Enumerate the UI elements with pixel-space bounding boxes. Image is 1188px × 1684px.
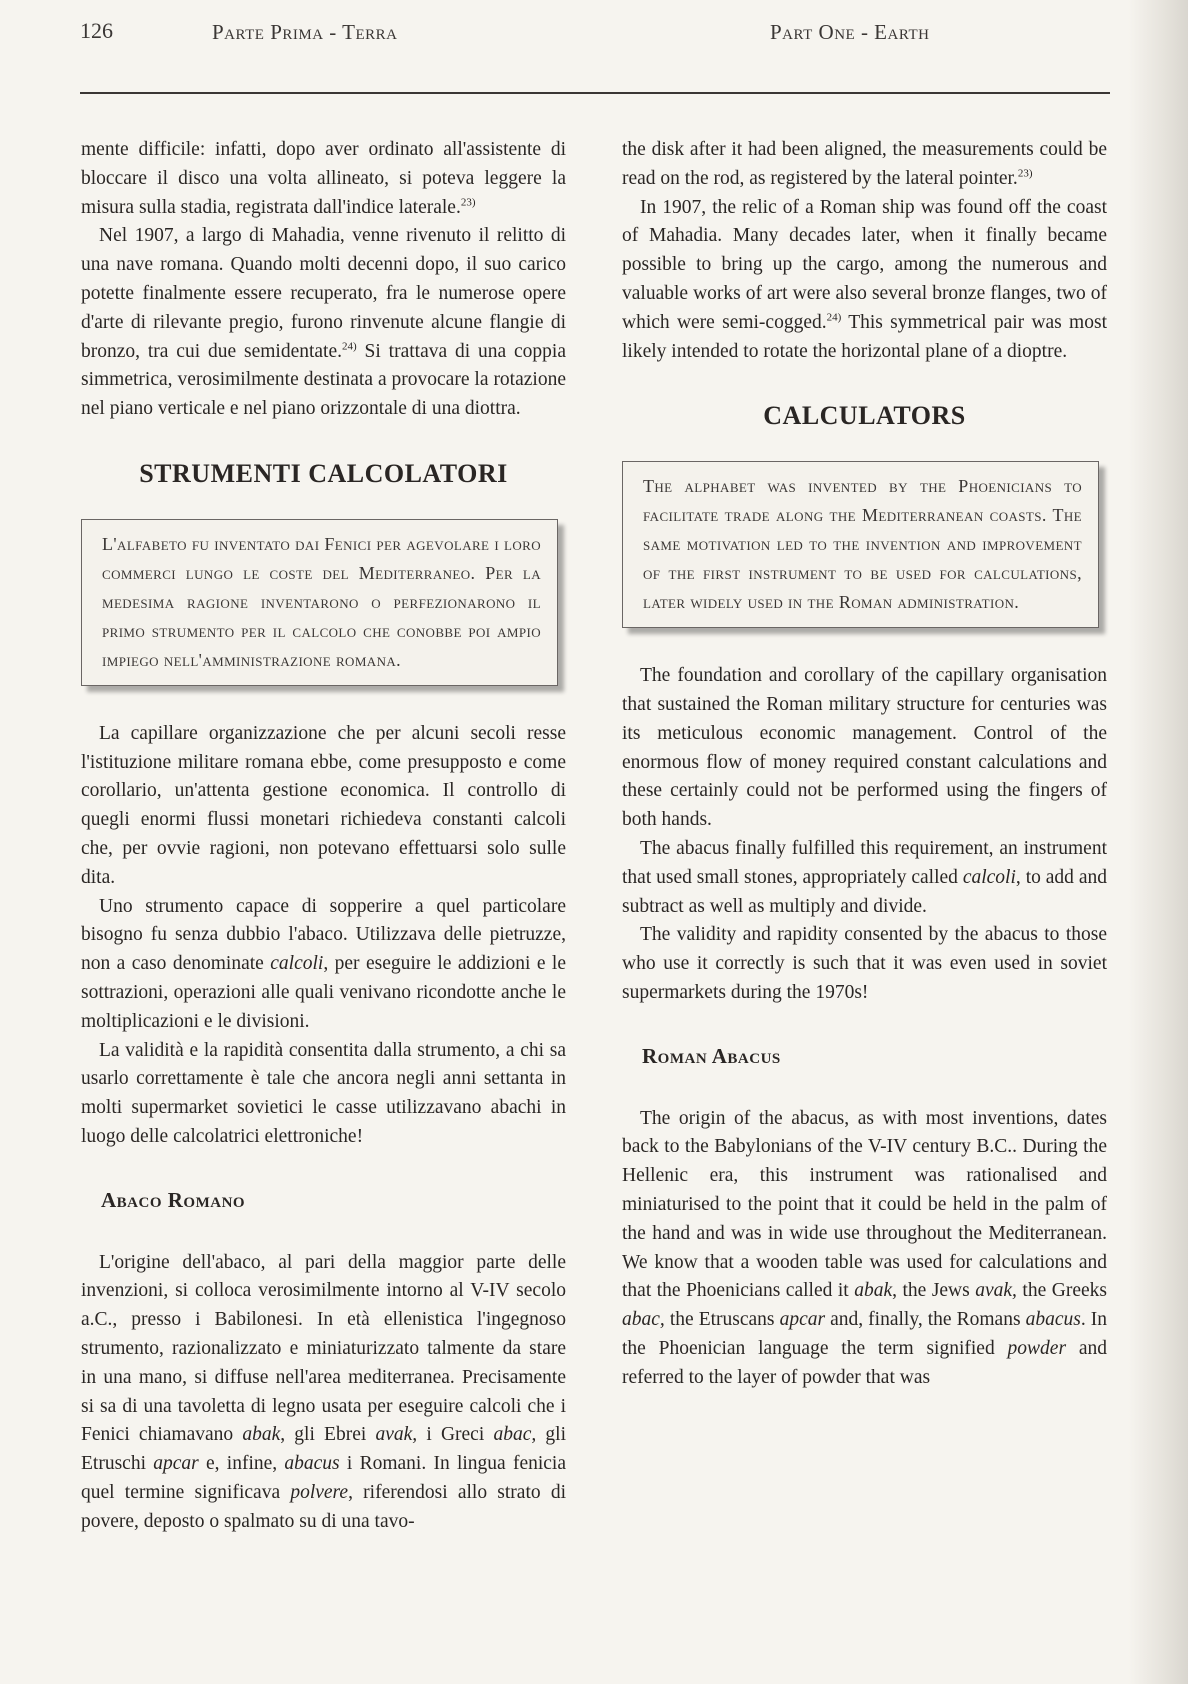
header-right-title: Part One - Earth [770,20,930,44]
paragraph: La capillare organizzazione che per alcuni secoli resse l'istituzione militare romana ebbe, come presupposto e come corollario, un'attenta gestione economica. Il controllo di quegli enormi flussi monetari richiedeva constanti calcoli che, per ovvie ragioni, non potevano effettuarsi solo sulle dita. [81,722,566,888]
footnote-ref: 24) [826,311,842,324]
page-edge-shadow [1128,0,1188,1684]
paragraph: Nel 1907, a largo di Mahadia, venne rivenuto il relitto di una nave romana. Quando molti decenni dopo, il suo carico potette finalmente essere recuperato, fra le numerose opere d'arte di rilevante pregio, furono rinvenute alcune flangie di bronzo, tra cui due semidentate.$^{24)}$ Si trattava di una coppia simmetrica, verosimilmente destinata a provocare la rotazione nel piano verticale e nel piano orizzontale di una diottra. [81,225,567,420]
paragraph: the disk after it had been aligned, the measurements could be read on the rod, as registered by the lateral pointer.$^{23)}$ [622,139,1107,189]
page-number: 126 [80,18,113,43]
paragraph: In 1907, the relic of a Roman ship was found off the coast of Mahadia. Many decades later, when it finally became possible to bring up the cargo, among the numerous and valuable works of art were also several bronze flanges, two of which were semi-cogged.$^{24)}$ This symmetrical pair was most likely intended to rotate the horizontal plane of a dioptre. [622,196,1107,362]
footnote-ref: 24) [342,340,357,353]
english-column [622,136,1107,1393]
paragraph: The foundation and corollary of the capillary organisation that sustained the Roman military structure for centuries was its meticulous economic management. Control of the enormous flow of money required constant calculations and these certainly could not be performed using the fingers of both hands. [622,665,1107,831]
paragraph: mente difficile: infatti, dopo aver ordinato all'assistente di bloccare il disco una volta allineato, si poteva leggere la misura sulla stadia, registrata dall'indice laterale.$^{23)}$ [81,139,566,218]
header-rule [80,92,1110,94]
section-title: CALCULATORS [763,401,966,431]
section-title: STRUMENTI CALCOLATORI [139,458,508,488]
footnote-ref: 23) [460,196,476,209]
paragraph: La validità e la rapidità consentita dalla strumento, a chi sa usarlo correttamente è tale che ancora negli anni settanta in molti supermarket sovietici le casse utilizzavano abachi in luogo delle calcolatrici elettroniche! [81,1039,566,1147]
summary-box: The alphabet was invented by the Phoenicians to facilitate trade along the Mediterranean coasts. The same motivation led to the invention and improvement of the first instrument to be used for calculations, later widely used in the Roman administration. [622,461,1099,628]
italian-column [81,136,566,1536]
footnote-ref: 23) [1017,167,1033,180]
paragraph: The validity and rapidity consented by the abacus to those who use it correctly is such that it was even used in soviet supermarkets during the 1970s! [622,924,1107,1003]
paragraph: Uno strumento capace di sopperire a quel particolare bisogno fu senza dubbio l'abaco. Utilizzava delle pietruzze, non a caso denominate calcoli, per eseguire le addizioni e le sottrazioni, operazioni alle quali venivano ricondotte anche le moltiplicazioni e le divisioni. [81,895,566,1032]
header-left-title: Parte Prima - Terra [212,20,398,44]
subsection-title: Roman Abacus [642,1043,781,1068]
paragraph: The abacus finally fulfilled this requirement, an instrument that used small stones, appropriately called calcoli, to add and subtract as well as multiply and divide. [622,837,1107,917]
subsection-title: Abaco Romano [101,1187,246,1212]
summary-box: L'alfabeto fu inventato dai Fenici per agevolare i loro commerci lungo le coste del Mediterraneo. Per la medesima ragione inventarono o perfezionarono il primo strumento per il calcolo che conobbe poi ampio impiego nell'amministrazione romana. [81,519,558,686]
paragraph: L'origine dell'abaco, al pari della maggior parte delle invenzioni, si colloca verosimilmente intorno al V-IV secolo a.C., presso i Babilonesi. In età ellenistica l'ingegnoso strumento, razionalizzato e miniaturizzato talmente da stare in una mano, si diffuse nell'area mediterranea. Precisamente si sa di una tavoletta di legno usata per eseguire calcoli che i Fenici chiamavano abak, gli Ebrei avak, i Greci abac, gli Etruschi apcar e, infine, abacus i Romani. In lingua fenicia quel termine significava polvere, riferendosi allo strato di povere, deposto o spalmato su di una tavo- [81,1251,567,1532]
running-header [80,18,1110,58]
paragraph: The origin of the abacus, as with most inventions, dates back to the Babylonians of the V-IV century B.C.. During the Hellenic era, this instrument was rationalised and miniaturised to the point that it could be held in the palm of the hand and was in wide use throughout the Mediterranean. We know that a wooden table was used for calculations and that the Phoenicians called it abak, the Jews avak, the Greeks abac, the Etruscans apcar and, finally, the Romans abacus. In the Phoenician language the term signified powder and referred to the layer of powder that was [622,1107,1107,1388]
